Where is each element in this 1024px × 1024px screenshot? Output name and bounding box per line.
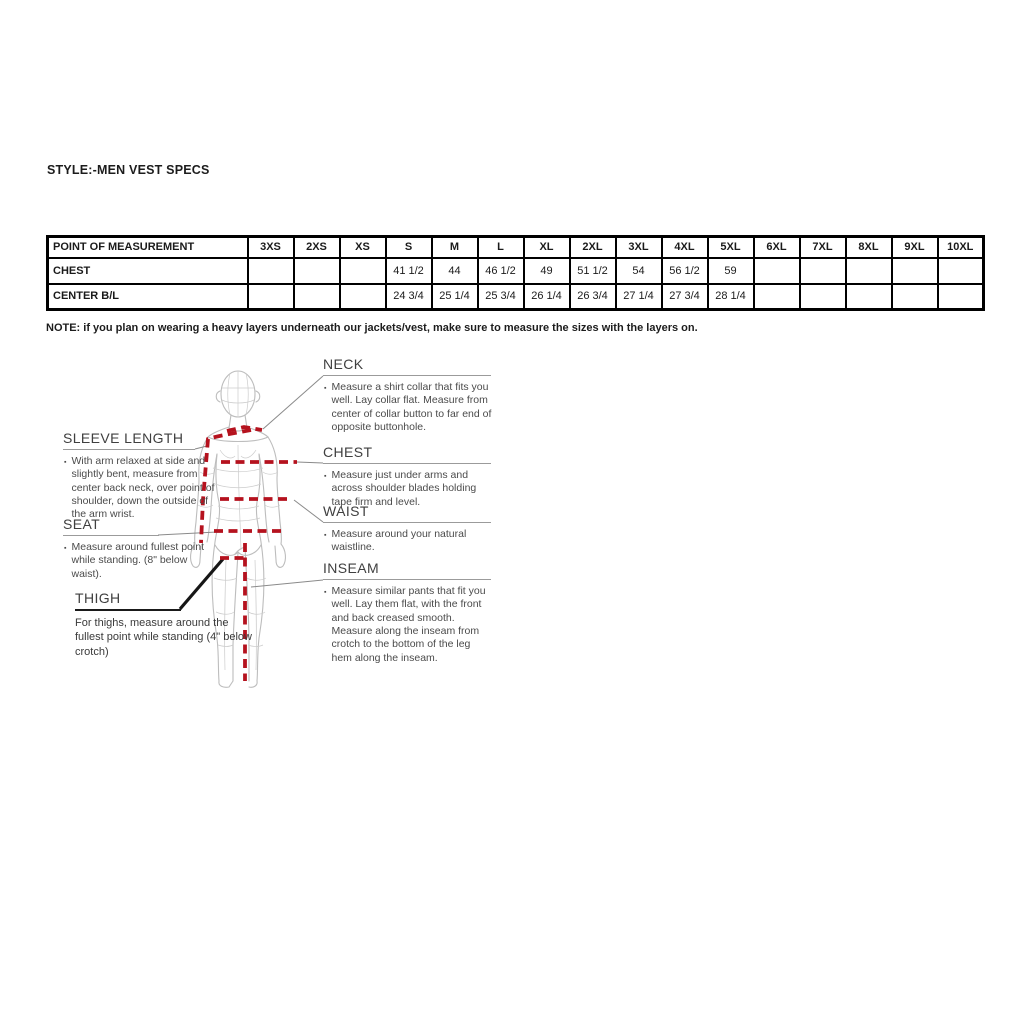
size-value-cell: 26 1/4: [524, 284, 570, 310]
size-value-cell: [800, 284, 846, 310]
guide-section-neck: [323, 356, 493, 434]
inseam-description: [323, 585, 493, 665]
size-value-cell: [846, 258, 892, 284]
column-header-size: M: [432, 237, 478, 258]
size-value-cell: [846, 284, 892, 310]
size-value-cell: 26 3/4: [570, 284, 616, 310]
size-value-cell: 25 3/4: [478, 284, 524, 310]
size-value-cell: 59: [708, 258, 754, 284]
waist-text: ▪ Measure around your natural waistline.: [331, 528, 467, 554]
size-value-cell: 49: [524, 258, 570, 284]
size-value-cell: 24 3/4: [386, 284, 432, 310]
measurement-guide-diagram: [45, 350, 515, 695]
size-spec-table: [46, 235, 985, 311]
table-row: [48, 284, 984, 310]
size-value-cell: 54: [616, 258, 662, 284]
neck-heading: NECK: [323, 356, 491, 376]
thigh-description: [75, 616, 253, 659]
size-value-cell: 44: [432, 258, 478, 284]
size-value-cell: [294, 284, 340, 310]
size-value-cell: [892, 258, 938, 284]
size-value-cell: [800, 258, 846, 284]
column-header-size: 8XL: [846, 237, 892, 258]
guide-section-waist: [323, 503, 493, 555]
column-header-size: 9XL: [892, 237, 938, 258]
waist-heading: WAIST: [323, 503, 491, 523]
inseam-heading: INSEAM: [323, 560, 491, 580]
size-value-cell: [340, 284, 386, 310]
column-header-size: L: [478, 237, 524, 258]
guide-section-seat: [63, 516, 205, 581]
seat-description: [63, 541, 205, 581]
neck-description: [323, 381, 493, 434]
waist-description: [323, 528, 493, 555]
chest-heading: CHEST: [323, 444, 491, 464]
guide-section-thigh: [75, 590, 253, 659]
size-value-cell: 27 1/4: [616, 284, 662, 310]
size-value-cell: 27 3/4: [662, 284, 708, 310]
size-value-cell: [294, 258, 340, 284]
column-header-size: 6XL: [754, 237, 800, 258]
column-header-size: 3XL: [616, 237, 662, 258]
chest-text: ▪ Measure just under arms and across shoulder blades holding tape firm and level.: [331, 469, 477, 508]
column-header-size: 3XS: [248, 237, 294, 258]
column-header-size: 10XL: [938, 237, 984, 258]
size-table-body: [48, 258, 984, 310]
size-value-cell: 25 1/4: [432, 284, 478, 310]
guide-section-sleeve-length: [63, 430, 215, 522]
column-header-size: 4XL: [662, 237, 708, 258]
column-header-size: 2XL: [570, 237, 616, 258]
size-table-head-row: [48, 237, 984, 258]
size-value-cell: [892, 284, 938, 310]
inseam-text: ▪ Measure similar pants that fit you well. Lay them flat, with the front and back creased smooth. Measure along the inseam from crotch to the bottom of the leg hem along the inseam.: [331, 585, 486, 664]
column-header-size: XL: [524, 237, 570, 258]
size-value-cell: 56 1/2: [662, 258, 708, 284]
column-header-size: 2XS: [294, 237, 340, 258]
sleeve-length-text: ▪ With arm relaxed at side and slightly bent, measure from center back neck, over point of shoulder, down the outside of the arm wrist.: [71, 455, 215, 521]
size-value-cell: 51 1/2: [570, 258, 616, 284]
page-title: STYLE:-MEN VEST SPECS: [47, 163, 210, 177]
sleeve-length-description: [63, 455, 215, 522]
size-value-cell: [938, 258, 984, 284]
size-value-cell: [248, 284, 294, 310]
size-value-cell: [754, 284, 800, 310]
guide-section-chest: [323, 444, 493, 509]
thigh-text: For thighs, measure around the fullest point while standing (4" below crotch): [75, 617, 252, 658]
size-value-cell: [754, 258, 800, 284]
sleeve-length-heading: SLEEVE LENGTH: [63, 430, 195, 450]
seat-heading: SEAT: [63, 516, 159, 536]
column-header-size: XS: [340, 237, 386, 258]
row-label: CHEST: [48, 258, 248, 284]
table-row: [48, 258, 984, 284]
column-header-size: 7XL: [800, 237, 846, 258]
size-value-cell: 46 1/2: [478, 258, 524, 284]
size-value-cell: 41 1/2: [386, 258, 432, 284]
column-header-size: 5XL: [708, 237, 754, 258]
row-label: CENTER B/L: [48, 284, 248, 310]
column-header-point-of-measurement: POINT OF MEASUREMENT: [48, 237, 248, 258]
size-value-cell: [248, 258, 294, 284]
guide-section-inseam: [323, 560, 493, 665]
neck-text: ▪ Measure a shirt collar that fits you well. Lay collar flat. Measure from center of collar button to far end of opposite buttonhole.: [331, 381, 492, 433]
thigh-heading: THIGH: [75, 590, 181, 611]
size-value-cell: 28 1/4: [708, 284, 754, 310]
size-value-cell: [938, 284, 984, 310]
column-header-size: S: [386, 237, 432, 258]
seat-text: ▪ Measure around fullest point while standing. (8" below waist).: [71, 541, 204, 580]
note-text: NOTE: if you plan on wearing a heavy layers underneath our jackets/vest, make sure to measure the sizes with the layers on.: [46, 322, 698, 334]
size-value-cell: [340, 258, 386, 284]
